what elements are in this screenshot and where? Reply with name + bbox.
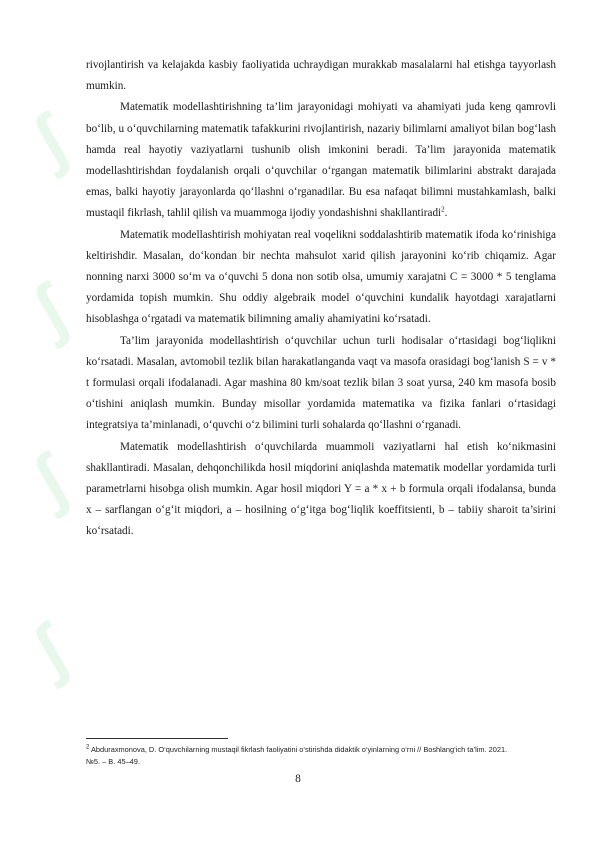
footnote-reference[interactable]: 2 — [441, 205, 445, 214]
footnote-mark: 2 — [86, 744, 90, 751]
paragraph-text: Matematik modellashtirish o‘quvchilarda muammoli vaziyatlarni hal etish ko‘nikmasini shakllantiradi. Masalan, dehqonchilikda hosil miqdorini aniqlashda matematik modellar yordamida turli parametrlarni hisobga olish mumkin. Agar hosil miqdori Y = a * x + b formula orqali ifodalansa, bunda x – sarflangan o‘g‘it miqdori, a – hosilning o‘g‘itga bog‘liqlik koeffitsienti, b – tabiiy sharoit ta’sirini ko‘rsatadi. — [86, 440, 556, 538]
watermark-mark: ʃ — [20, 440, 80, 520]
paragraph — [86, 55, 556, 97]
footnote — [86, 744, 516, 768]
paragraph-text: rivojlantirish va kelajakda kasbiy faoliyatida uchraydigan murakkab masalalarni hal etishga tayyorlash mumkin. — [86, 59, 556, 93]
paragraph — [86, 331, 556, 437]
paragraph-text: Matematik modellashtirishning ta’lim jarayonidagi mohiyati va ahamiyati juda keng qamrovli bo‘lib, u o‘quvchilarning matematik tafakkurini rivojlantirish, nazariy bilimlarni amaliyot bilan bog‘lash hamda real hayotiy vaziyatlarni tushunib olish imkonini beradi. Ta’lim jarayonida matematik modellashtirishdan foydalanish orqali o‘quvchilar o‘rgangan matematik bilimlarini abstrakt darajada emas, balki hayotiy jarayonlarda qo‘llashni o‘rganadilar. Bu esa nafaqat bilimni mustahkamlash, balki mustaqil fikrlash, tahlil qilish va muammoga ijodiy yondashishni shakllantiradi — [86, 101, 556, 220]
footnote-divider — [86, 738, 228, 739]
paragraph — [86, 97, 556, 224]
paragraph-text: Ta’lim jarayonida modellashtirish o‘quvchilar uchun turli hodisalar o‘rtasidagi bog‘liqlikni ko‘rsatadi. Masalan, avtomobil tezlik bilan harakatlanganda vaqt va masofa orasidagi bog‘lanish S = v * t formulasi orqali ifodalanadi. Agar mashina 80 km/soat tezlik bilan 3 soat yursa, 240 km masofa bosib o‘tishini aniqlash mumkin. Bunday misollar yordamida matematika va fizika fanlari o‘rtasidagi integratsiya ta’minlanadi, o‘quvchi o‘z bilimini turli sohalarda qo‘llashni o‘rganadi. — [86, 334, 556, 432]
paragraph-text: . — [444, 207, 448, 220]
paragraph — [86, 225, 556, 331]
watermark-mark: ʃ — [20, 270, 80, 350]
paragraph — [86, 437, 556, 543]
footnote-text: Abduraxmonova, D. O‘quvchilarning mustaqil fikrlash faoliyatini o‘stirishda didaktik o‘yinlarning o‘rni // Boshlang‘ich ta’lim. 2021. №5. – B. 45–49. — [86, 745, 508, 766]
paragraph-text: Matematik modellashtirish mohiyatan real voqelikni soddalashtirib matematik ifoda ko‘rinishiga keltirishdir. Masalan, do‘kondan bir nechta mahsulot xarid qilish jarayonini ko‘rib chiqamiz. Agar nonning narxi 3000 so‘m va o‘quvchi 5 dona non sotib olsa, umumiy xarajatni C = 3000 * 5 tenglama yordamida topish mumkin. Shu oddiy algebraik model o‘quvchini kundalik hayotdagi xarajatlarni hisoblashga o‘rgatadi va matematik bilimning amaliy ahamiyatini ko‘rsatadi. — [86, 228, 556, 326]
watermark-mark: ʃ — [20, 100, 80, 180]
watermark-mark: ʃ — [20, 610, 80, 690]
page-number: 8 — [295, 773, 301, 785]
body-text — [86, 55, 556, 543]
